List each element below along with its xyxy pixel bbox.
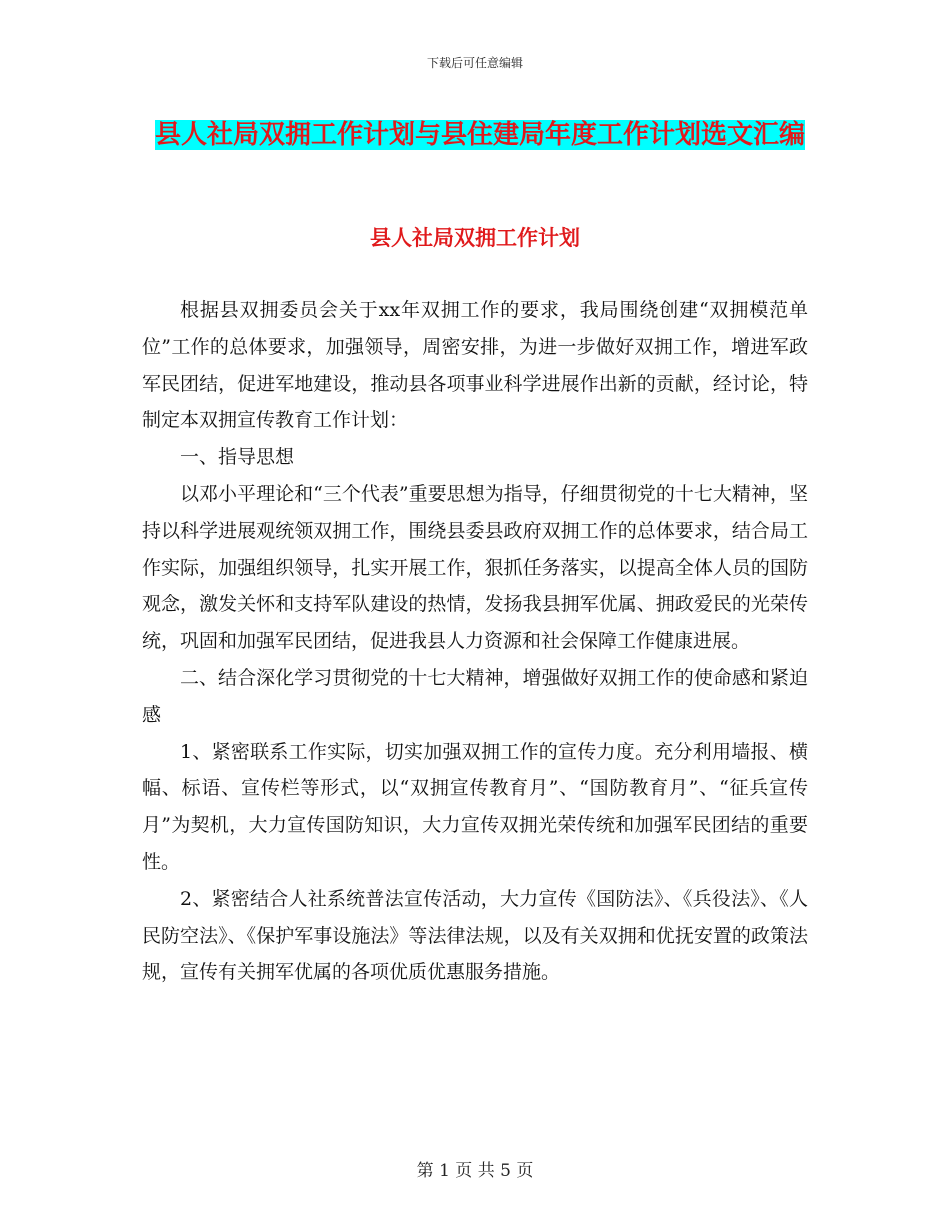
paragraph: 1、紧密联系工作实际，切实加强双拥工作的宣传力度。充分利用墙报、横幅、标语、宣传栏等形式，以“双拥宣传教育月”、“国防教育月”、“征兵宣传月”为契机，大力宣传国防知识，大力宣传双拥光荣传统和加强军民团结的重要性。 — [142, 740, 808, 873]
paragraph: 二、结合深化学习贯彻党的十七大精神，增强做好双拥工作的使命感和紧迫感 — [142, 666, 808, 726]
document-title — [140, 112, 820, 158]
paragraph: 一、指导思想 — [180, 446, 295, 469]
paragraph: 2、紧密结合人社系统普法宣传活动，大力宣传《国防法》、《兵役法》、《人民防空法》、《保护军事设施法》等法律法规，以及有关双拥和优抚安置的政策法规，宣传有关拥军优属的各项优质优惠服务措施。 — [142, 887, 808, 984]
section-title: 县人社局双拥工作计划 — [370, 226, 580, 250]
paragraph: 以邓小平理论和“三个代表”重要思想为指导，仔细贯彻党的十七大精神，坚持以科学进展观统领双拥工作，围绕县委县政府双拥工作的总体要求，结合局工作实际，加强组织领导，扎实开展工作，狠抓任务落实，以提高全体人员的国防观念，激发关怀和支持军队建设的热情，发扬我县拥军优属、拥政爱民的光荣传统，巩固和加强军民团结，促进我县人力资源和社会保障工作健康进展。 — [142, 482, 808, 653]
page-footer: 第 1 页 共 5 页 — [416, 1161, 534, 1181]
paragraph: 根据县双拥委员会关于xx年双拥工作的要求，我局围绕创建“双拥模范单位”工作的总体要求，加强领导，周密安排，为进一步做好双拥工作，增进军政军民团结，促进军地建设，推动县各项事业科学进展作出新的贡献，经讨论，特制定本双拥宣传教育工作计划： — [142, 299, 808, 432]
header-note: 下载后可任意编辑 — [426, 56, 523, 70]
document-title-text: 县人社局双拥工作计划与县住建局年度工作计划选文汇编 — [154, 120, 805, 150]
body-text — [142, 292, 808, 991]
